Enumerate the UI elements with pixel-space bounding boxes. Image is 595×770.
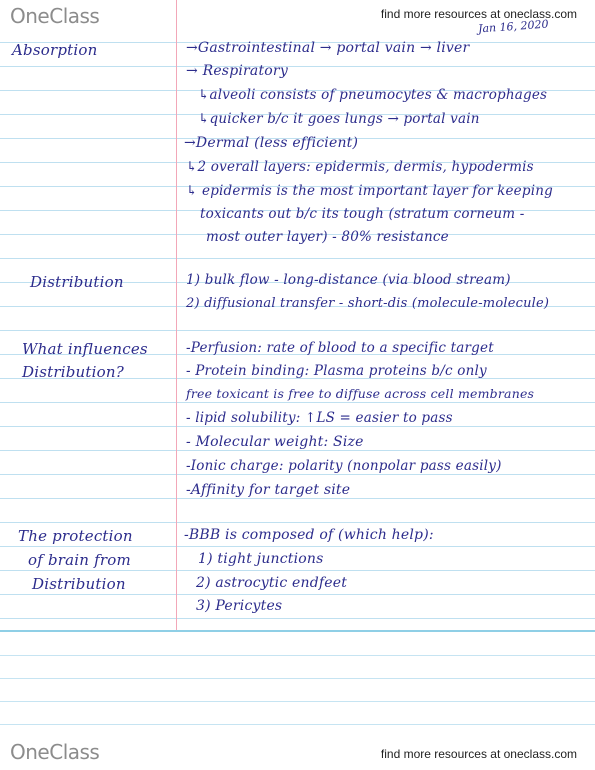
heading-distribution: Distribution	[30, 273, 124, 291]
heading-of-brain: of brain from	[28, 551, 131, 569]
note-line: - Protein binding: Plasma proteins b/c only	[186, 363, 487, 379]
note-line: →Gastrointestinal → portal vain → liver	[186, 40, 470, 56]
ruled-line	[0, 701, 595, 702]
note-line: - Molecular weight: Size	[186, 434, 364, 450]
ruled-line	[0, 258, 595, 259]
ruled-line	[0, 546, 595, 547]
heading-protection: The protection	[18, 527, 133, 545]
note-line: 3) Pericytes	[196, 598, 283, 614]
note-line: →Dermal (less efficient)	[184, 135, 359, 151]
note-line: 2) astrocytic endfeet	[196, 575, 348, 591]
note-line: -Affinity for target site	[186, 482, 351, 498]
ruled-line	[0, 570, 595, 571]
note-line: most outer layer) - 80% resistance	[206, 229, 449, 245]
ruled-line	[0, 594, 595, 595]
ruled-line	[0, 678, 595, 679]
heading-absorption: Absorption	[12, 41, 98, 59]
note-line: - lipid solubility: ↑LS = easier to pass	[186, 410, 453, 426]
oneclass-logo-footer: OneClass	[10, 740, 100, 764]
ruled-line	[0, 426, 595, 427]
ruled-line	[0, 402, 595, 403]
note-line: free toxicant is free to diffuse across cell membranes	[186, 386, 535, 401]
ruled-line	[0, 498, 595, 499]
note-line: ↳alveoli consists of pneumocytes & macrophages	[198, 87, 548, 103]
ruled-line	[0, 724, 595, 725]
note-line: → Respiratory	[186, 63, 288, 79]
heading-what-influences: What influences	[22, 340, 148, 358]
note-line: -BBB is composed of (which help):	[184, 527, 434, 543]
ruled-line	[0, 330, 595, 331]
note-line: -Perfusion: rate of blood to a specific target	[186, 340, 494, 356]
note-line: toxicants out b/c its tough (stratum corneum -	[200, 206, 525, 222]
page-divider	[0, 630, 595, 632]
note-line: ↳2 overall layers: epidermis, dermis, hypodermis	[186, 159, 534, 175]
note-line: 1) bulk flow - long-distance (via blood stream)	[186, 272, 511, 288]
ruled-line	[0, 450, 595, 451]
ruled-line	[0, 474, 595, 475]
oneclass-logo: OneClass	[10, 4, 100, 28]
note-date: Jan 16, 2020	[477, 17, 549, 36]
ruled-line	[0, 522, 595, 523]
heading-distribution-2: Distribution	[32, 575, 126, 593]
ruled-line	[0, 66, 595, 67]
note-line: 2) diffusional transfer - short-dis (molecule-molecule)	[186, 296, 550, 311]
resources-link[interactable]: find more resources at oneclass.com	[380, 7, 577, 21]
note-line: -Ionic charge: polarity (nonpolar pass easily)	[186, 458, 502, 474]
ruled-line	[0, 618, 595, 619]
note-line: 1) tight junctions	[198, 551, 324, 567]
ruled-line	[0, 655, 595, 656]
heading-distribution-question: Distribution?	[22, 363, 124, 381]
note-line: ↳ epidermis is the most important layer for keeping	[186, 183, 553, 199]
margin-line	[176, 0, 177, 632]
resources-link-footer[interactable]: find more resources at oneclass.com	[380, 747, 577, 761]
note-line: ↳quicker b/c it goes lungs → portal vain	[198, 111, 480, 127]
